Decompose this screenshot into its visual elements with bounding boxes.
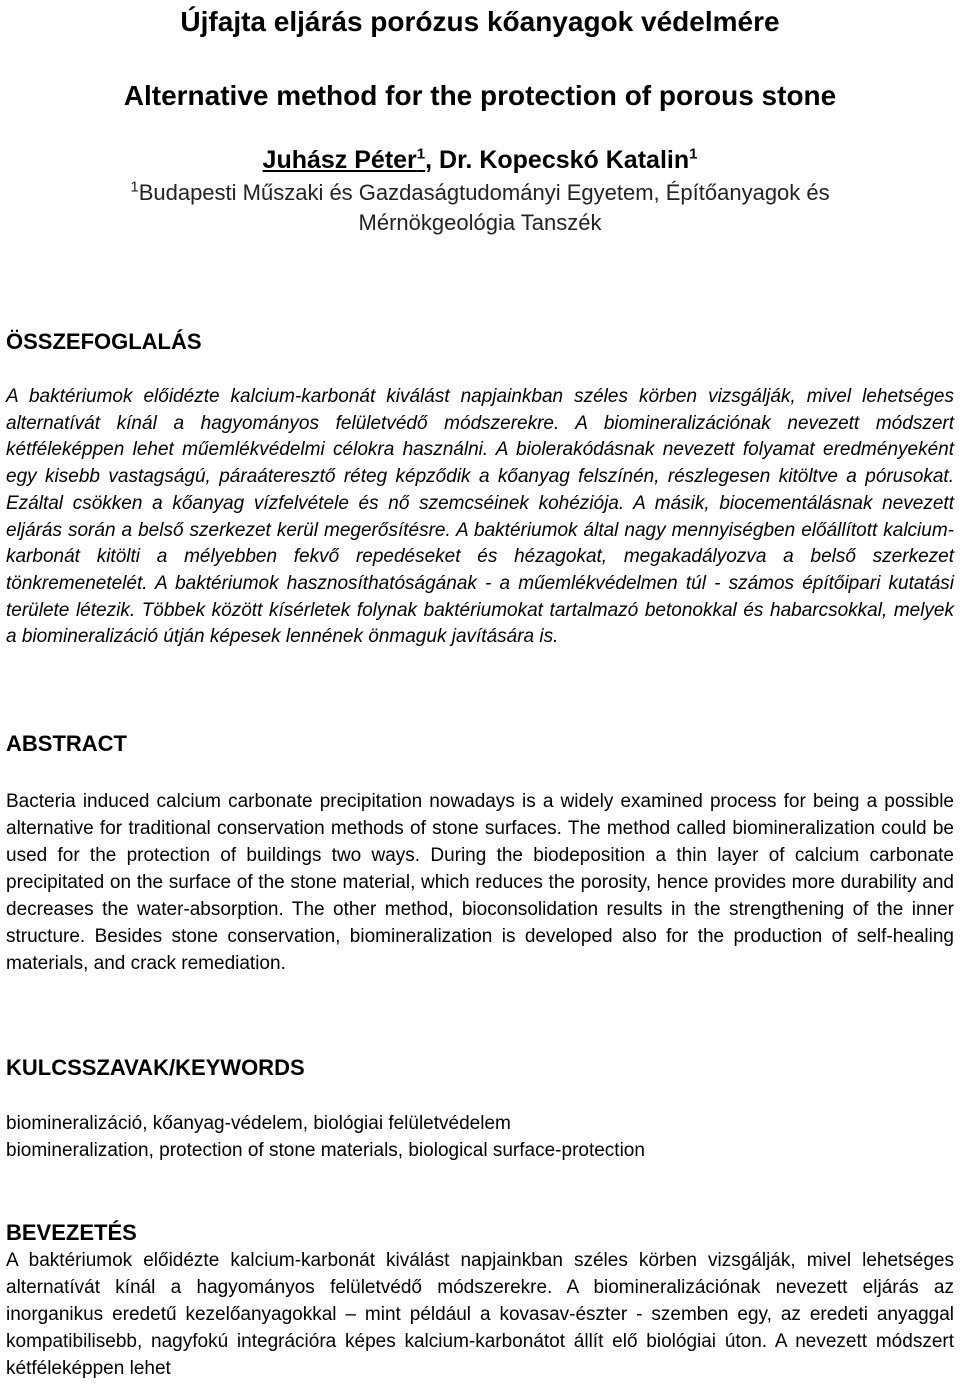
keywords-heading: KULCSSZAVAK/KEYWORDS (6, 1055, 305, 1080)
author-first: Juhász Péter$^1$ (262, 145, 426, 174)
title-hungarian: Újfajta eljárás porózus kőanyagok védelmére (180, 6, 780, 37)
title-english: Alternative method for the protection of porous stone (123, 80, 837, 111)
author-second: Kopecskó Katalin (479, 146, 690, 174)
abstract-heading: ABSTRACT (6, 731, 127, 756)
affiliation: $^1$Budapesti Műszaki és Gazdaságtudományi Egyetem, Építőanyagok és Mérnökgeológia Tanszék (130, 178, 830, 235)
author-second-affiliation-mark: 1 (689, 145, 698, 163)
abstract-paragraph: Bacteria induced calcium carbonate precipitation nowadays is a widely examined process for being a possible alternative for traditional conservation methods of stone surfaces. The method called biomineralization could be used for the protection of buildings two ways. During the biodeposition a thin layer of calcium carbonate precipitated on the surface of the stone material, which reduces the porosity, hence provides more durability and decreases the water-absorption. The other method, bioconsolidation results in the strengthening of the inner structure. Besides stone conservation, biomineralization is developed also for the production of self-healing materials, and crack remediation. (6, 791, 954, 974)
introduction-paragraph: A baktériumok előidézte kalcium-karbonát kiválást napjainkban széles körben vizsgálják, mivel lehetséges alternatívát kínál a hagyományos felületvédő módszerekre. A biomineralizációnak nevezett eljárás az inorganikus eredetű kezelőanyagokkal – mint például a kovasav-észter - szemben egy, az eredeti anyaggal kompatibilisebb, nagyfokú integrációra képes kalcium-karbonátot állít elő biológiai úton. A nevezett módszert kétféleképpen lehet (6, 1250, 954, 1379)
summary-paragraph: A baktériumok előidézte kalcium-karbonát kiválást napjainkban széles körben vizsgálják, mivel lehetséges alternatívát kínál a hagyományos felületvédő módszerekre. A biomineralizációnak nevezett módszert kétféleképpen lehet műemlékvédelmi célokra használni. A biolerakódásnak nevezett folyamat eredményeként egy kisebb vastagságú, páraáteresztő réteg képződik a kőanyag felszínén, részlegesen kitöltve a pórusokat. Ezáltal csökken a kőanyag vízfelvétele és nő szemcséinek kohéziója. A másik, biocementálásnak nevezett eljárás során a belső szerkezet kerül megerősítésre. A baktériumok által nagy mennyiségben előállított kalcium-karbonát kitölti a mélyebben fekvő repedéseket és hézagokat, megakadályozva a belső szerkezet tönkremenetelét. A baktériumok hasznosíthatóságának - a műemlékvédelmen túl - számos építőipari kutatási területe létezik. Többek között kísérletek folynak baktériumokat tartalmazó betonokkal és habarcsokkal, melyek a biomineralizáció útján képesek lennének önmaguk javítására is. (6, 386, 954, 648)
keywords-english: biomineralization, protection of stone materials, biological surface-protection (6, 1140, 645, 1161)
author-first-affiliation-mark: 1 (416, 145, 426, 163)
author-line (0, 142, 960, 178)
author-separator: , Dr. (425, 146, 480, 174)
keywords-hungarian: biomineralizáció, kőanyag-védelem, biológiai felületvédelem (6, 1113, 511, 1134)
summary-heading: ÖSSZEFOGLALÁS (6, 329, 202, 354)
introduction-heading: BEVEZETÉS (6, 1220, 137, 1245)
affiliation-mark: 1 (130, 178, 139, 196)
